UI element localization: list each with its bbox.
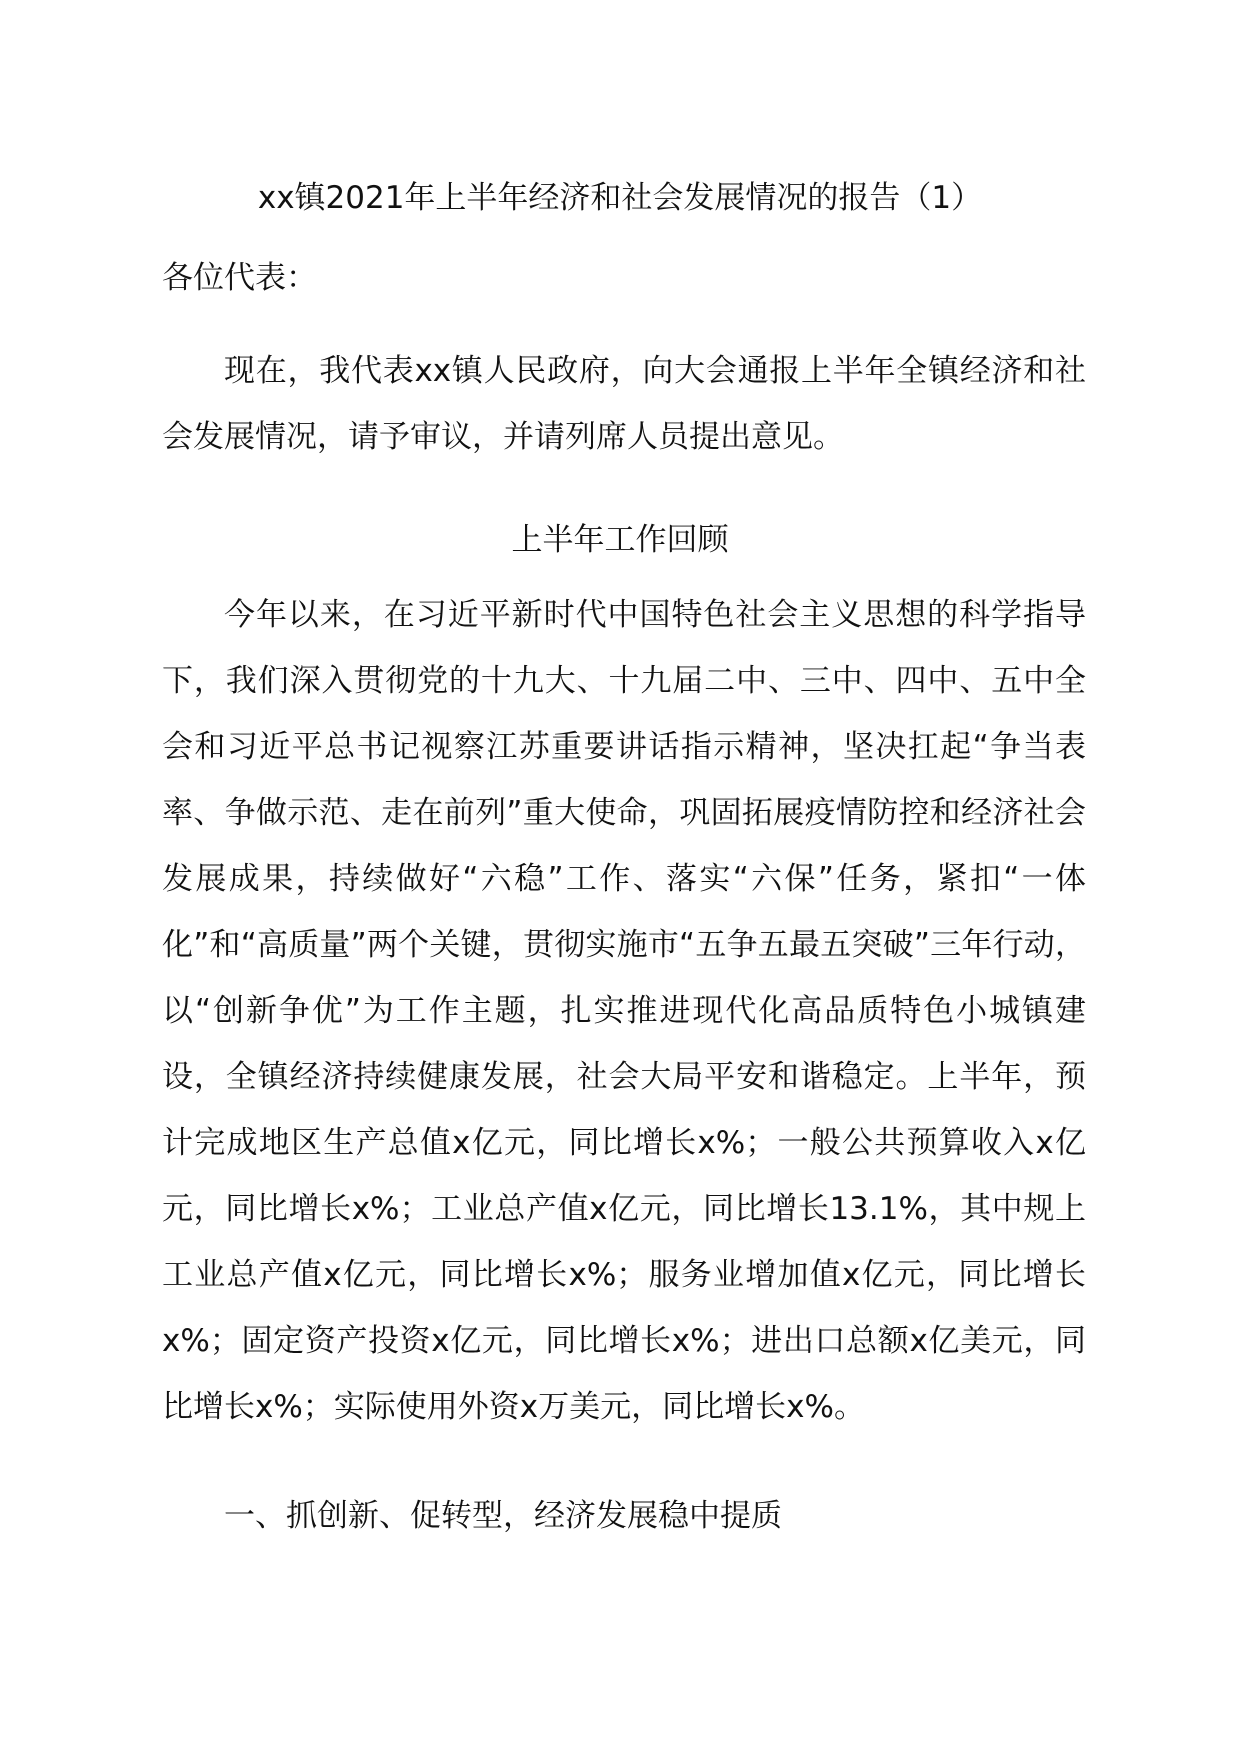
- document-title: xx镇2021年上半年经济和社会发展情况的报告（1）: [257, 180, 983, 216]
- salutation: 各位代表：: [162, 260, 317, 296]
- section-heading: 上半年工作回顾: [511, 522, 729, 558]
- review-paragraph: 今年以来，在习近平新时代中国特色社会主义思想的科学指导下，我们深入贯彻党的十九大、十九届二中、三中、四中、五中全会和习近平总书记视察江苏重要讲话指示精神，坚决扛起“争当表率、争做示范、走在前列”重大使命，巩固拓展疫情防控和经济社会发展成果，持续做好“六稳”工作、落实“六保”任务，紧扣“一体化”和“高质量”两个关键，贯彻实施市“五争五最五突破”三年行动，以“创新争优”为工作主题，扎实推进现代化高品质特色小城镇建设，全镇经济持续健康发展，社会大局平安和谐稳定。上半年，预计完成地区生产总值x亿元，同比增长x%；一般公共预算收入x亿元，同比增长x%；工业总产值x亿元，同比增长13.1%，其中规上工业总产值x亿元，同比增长x%；服务业增加值x亿元，同比增长x%；固定资产投资x亿元，同比增长x%；进出口总额x亿美元，同比增长x%；实际使用外资x万美元，同比增长x%。: [162, 597, 1086, 1425]
- intro-paragraph: 现在，我代表xx镇人民政府，向大会通报上半年全镇经济和社会发展情况，请予审议，并请列席人员提出意见。: [162, 353, 1086, 455]
- subheading-1: 一、抓创新、促转型，经济发展稳中提质: [224, 1498, 782, 1534]
